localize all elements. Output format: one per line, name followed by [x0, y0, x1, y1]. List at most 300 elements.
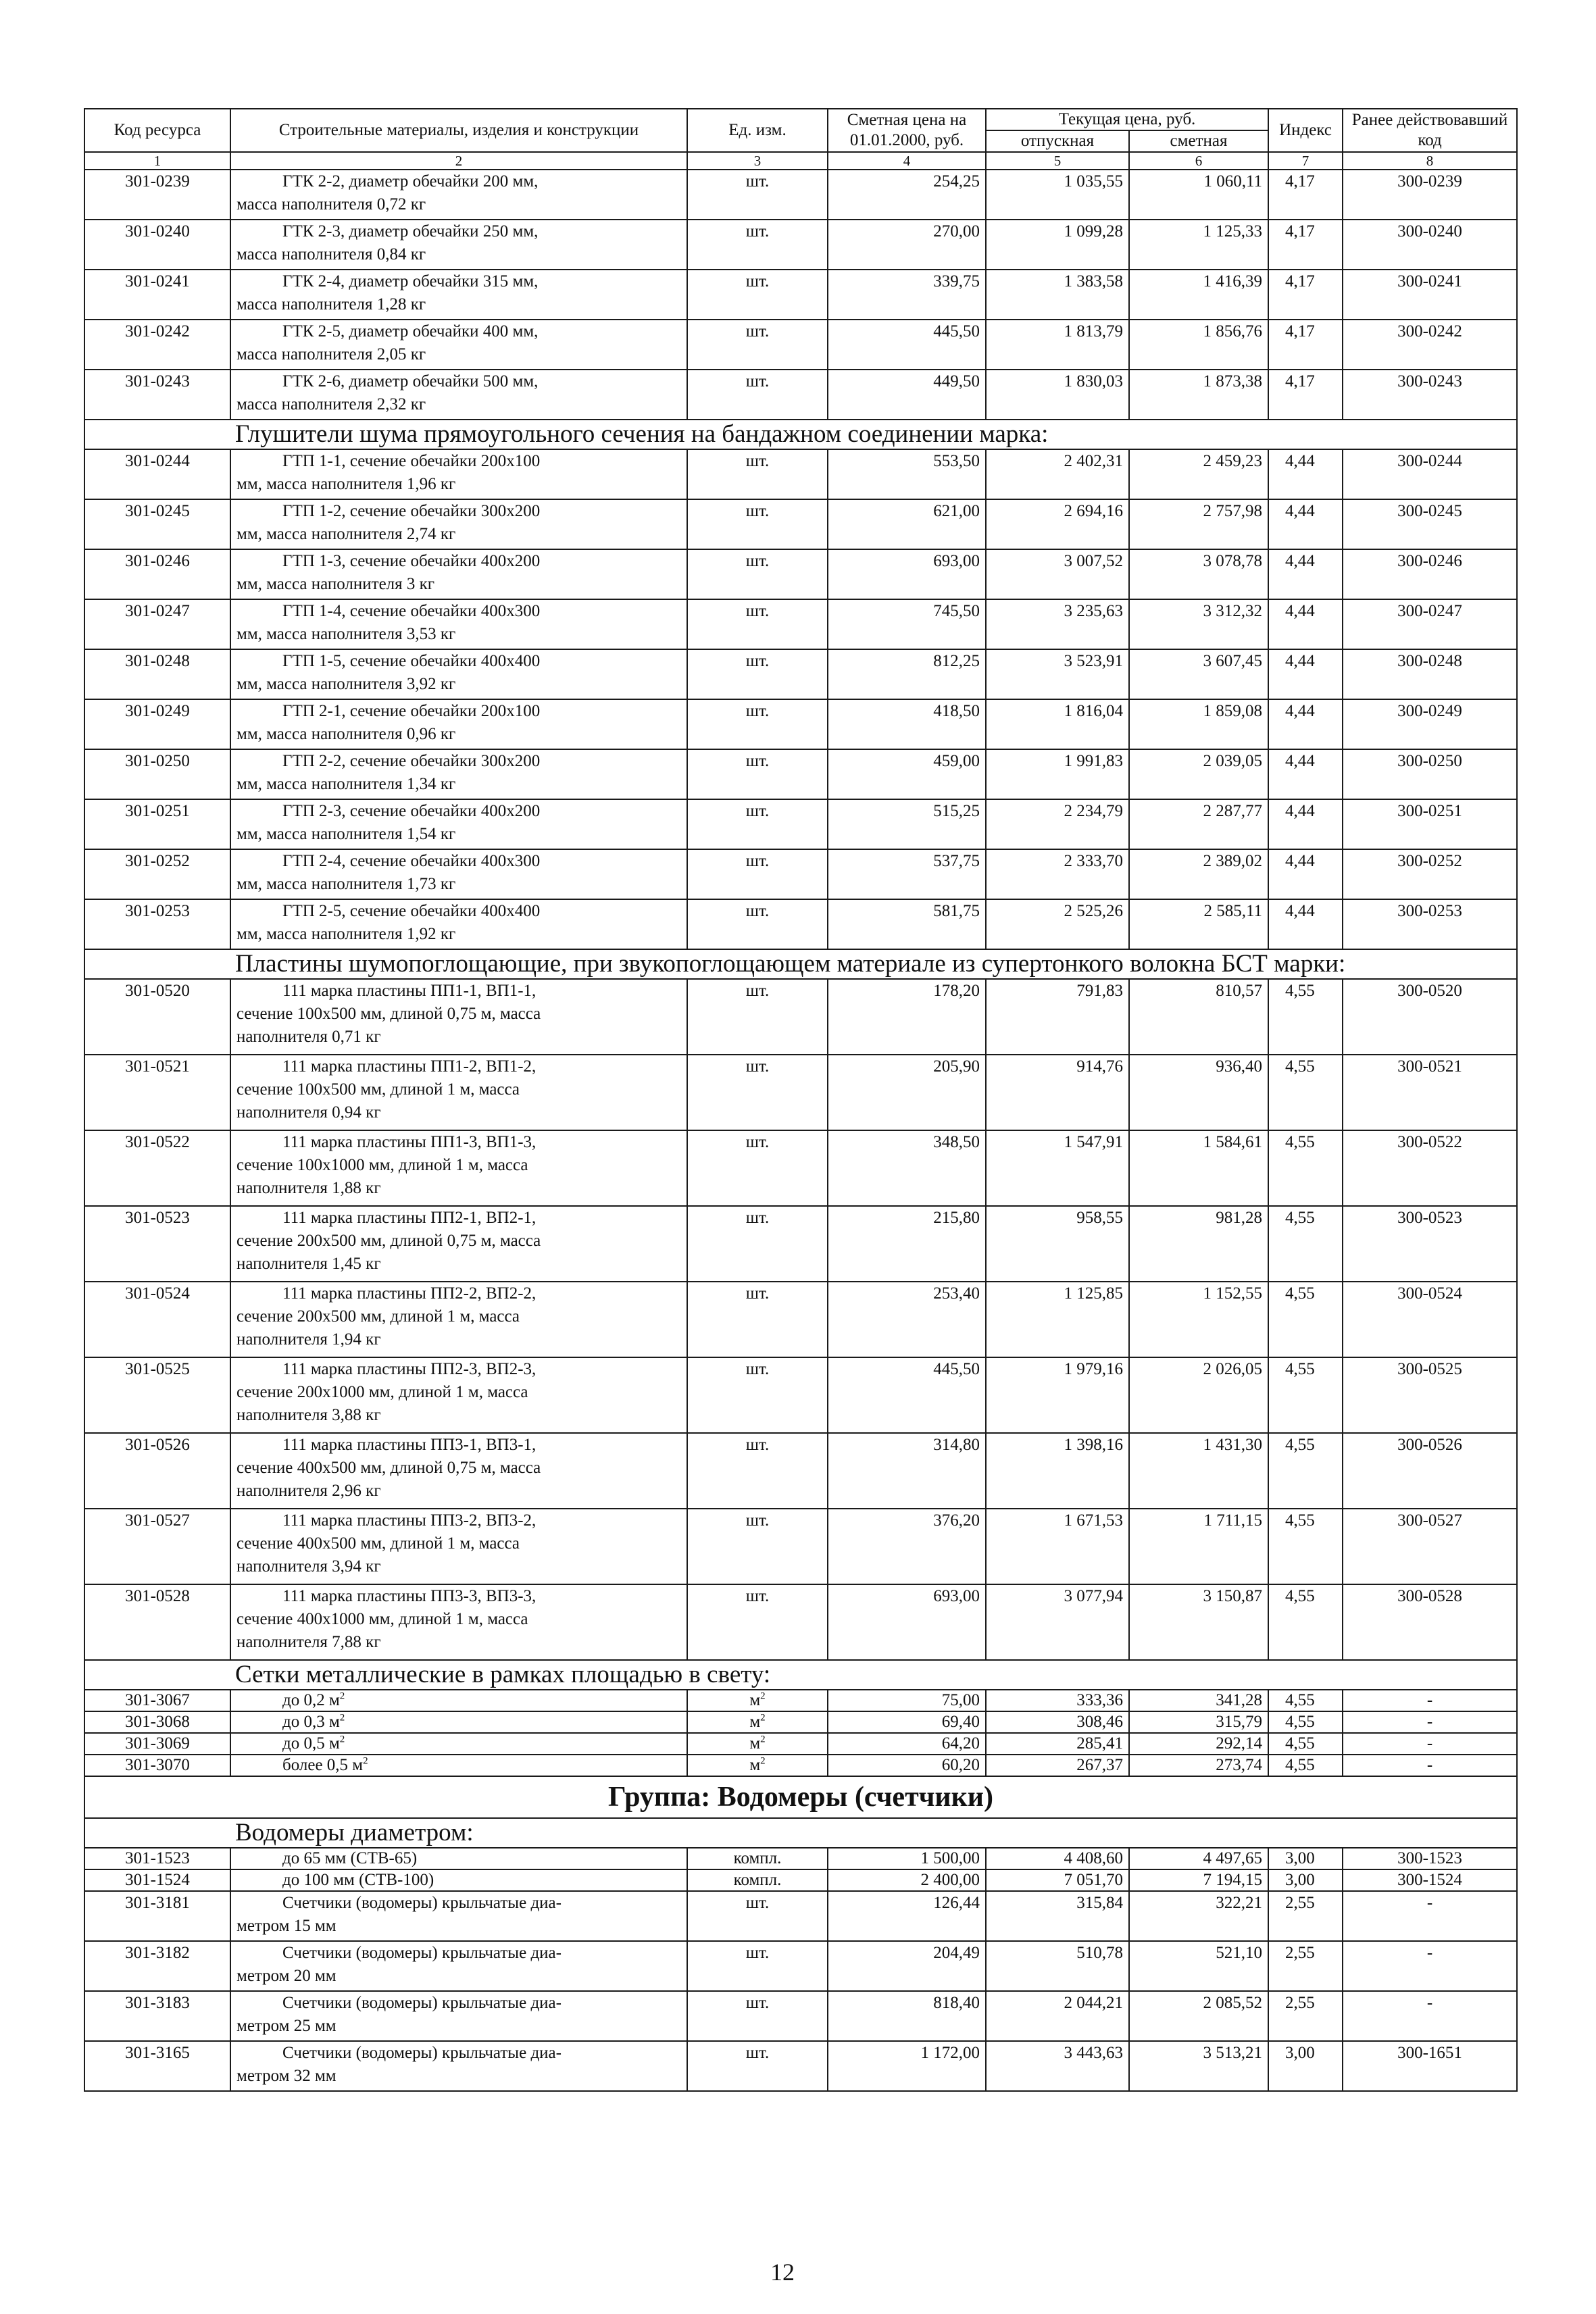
current-estimate-price: 3 513,21 — [1129, 2041, 1268, 2091]
header-unit: Ед. изм. — [687, 109, 828, 152]
estimate-price-2000: 178,20 — [828, 979, 986, 1055]
material-name-text: ГТП 1-4, сечение обечайки 400x300 — [282, 602, 541, 620]
unit — [687, 1055, 828, 1130]
unit — [687, 899, 828, 949]
section-heading: Глушители шума прямоугольного сечения на бандажном соединении марка: — [84, 420, 1517, 449]
table-row — [84, 320, 1517, 370]
price-index: 4,55 — [1268, 1584, 1343, 1660]
previous-code: 300-0249 — [1343, 699, 1517, 749]
resource-code: 301-0252 — [84, 849, 230, 899]
previous-code: 300-0523 — [1343, 1206, 1517, 1282]
previous-code: - — [1343, 1755, 1517, 1776]
material-name-line: масса наполнителя 2,05 кг — [236, 345, 426, 363]
material-name — [230, 270, 687, 320]
current-release-price: 3 235,63 — [986, 599, 1129, 649]
current-estimate-price: 322,21 — [1129, 1891, 1268, 1941]
material-name-line: наполнителя 1,45 кг — [236, 1255, 381, 1273]
unit — [687, 270, 828, 320]
material-name-text: ГТП 1-3, сечение обечайки 400x200 — [282, 552, 541, 570]
previous-code: 300-0244 — [1343, 449, 1517, 499]
unit-text: шт. — [745, 1133, 770, 1151]
material-name-line — [236, 1870, 681, 1890]
material-name-line — [236, 600, 681, 623]
section-heading: Пластины шумопоглощающие, при звукопоглощающем материале из супертонкого волокна БСТ марки: — [84, 949, 1517, 979]
material-name-line — [236, 750, 681, 773]
material-name-text: до 0,5 м — [282, 1734, 340, 1753]
current-estimate-price: 2 026,05 — [1129, 1357, 1268, 1433]
resource-code: 301-3182 — [84, 1941, 230, 1991]
material-name-line — [236, 370, 681, 393]
material-name-text: 111 марка пластины ПП2-3, ВП2-3, — [282, 1360, 537, 1378]
estimate-price-2000: 215,80 — [828, 1206, 986, 1282]
estimate-price-2000: 64,20 — [828, 1733, 986, 1755]
table-row — [84, 1584, 1517, 1660]
material-name-line: мм, масса наполнителя 3,53 кг — [236, 625, 456, 643]
resource-code: 301-0242 — [84, 320, 230, 370]
previous-code: 300-1523 — [1343, 1848, 1517, 1869]
unit — [687, 1848, 828, 1869]
current-estimate-price: 1 859,08 — [1129, 699, 1268, 749]
resource-code: 301-0239 — [84, 170, 230, 220]
previous-code: 300-0525 — [1343, 1357, 1517, 1433]
material-name-text: более 0,5 м — [282, 1756, 364, 1774]
page-number: 12 — [770, 2259, 795, 2286]
estimate-price-2000: 270,00 — [828, 220, 986, 270]
unit-text: шт. — [745, 552, 770, 570]
unit — [687, 799, 828, 849]
estimate-price-2000: 1 500,00 — [828, 1848, 986, 1869]
resource-price-table — [84, 108, 1518, 2092]
material-name-line: сечение 400x500 мм, длиной 0,75 м, масса — [236, 1459, 541, 1477]
material-name-line: сечение 400x500 мм, длиной 1 м, масса — [236, 1534, 520, 1553]
unit-text: шт. — [745, 702, 770, 720]
current-release-price: 308,46 — [986, 1711, 1129, 1733]
unit — [687, 649, 828, 699]
unit-superscript: 2 — [760, 1734, 766, 1745]
unit — [687, 849, 828, 899]
current-release-price: 1 979,16 — [986, 1357, 1129, 1433]
table-row — [84, 370, 1517, 420]
table-row — [84, 1991, 1517, 2041]
current-release-price: 285,41 — [986, 1733, 1129, 1755]
material-name-line — [236, 1131, 681, 1154]
current-estimate-price: 7 194,15 — [1129, 1869, 1268, 1891]
material-name-line: сечение 400x1000 мм, длиной 1 м, масса — [236, 1610, 528, 1628]
material-name-text: ГТП 2-3, сечение обечайки 400x200 — [282, 802, 541, 820]
material-name-line: метром 20 мм — [236, 1967, 336, 1985]
previous-code: 300-0250 — [1343, 749, 1517, 799]
unit — [687, 1282, 828, 1357]
price-index: 4,44 — [1268, 549, 1343, 599]
col-number: 2 — [230, 152, 687, 170]
current-release-price: 1 671,53 — [986, 1509, 1129, 1584]
previous-code: 300-0240 — [1343, 220, 1517, 270]
price-index: 3,00 — [1268, 1869, 1343, 1891]
resource-code: 301-3181 — [84, 1891, 230, 1941]
resource-code: 301-1523 — [84, 1848, 230, 1869]
current-estimate-price: 4 497,65 — [1129, 1848, 1268, 1869]
current-release-price: 1 383,58 — [986, 270, 1129, 320]
price-index: 2,55 — [1268, 1991, 1343, 2041]
material-name-line — [236, 1358, 681, 1381]
estimate-price-2000: 459,00 — [828, 749, 986, 799]
material-name-line: наполнителя 3,94 кг — [236, 1557, 381, 1576]
material-name — [230, 1733, 687, 1755]
material-name-line: метром 15 мм — [236, 1917, 336, 1935]
price-index: 3,00 — [1268, 1848, 1343, 1869]
current-estimate-price: 3 078,78 — [1129, 549, 1268, 599]
table-row — [84, 849, 1517, 899]
table-row — [84, 220, 1517, 270]
resource-code: 301-0524 — [84, 1282, 230, 1357]
current-estimate-price: 2 585,11 — [1129, 899, 1268, 949]
table-row — [84, 1690, 1517, 1711]
material-name-line: масса наполнителя 2,32 кг — [236, 395, 426, 413]
unit — [687, 1433, 828, 1509]
material-name — [230, 1357, 687, 1433]
resource-code: 301-0240 — [84, 220, 230, 270]
unit-text: шт. — [745, 602, 770, 620]
estimate-price-2000: 254,25 — [828, 170, 986, 220]
section-heading: Сетки металлические в рамках площадью в свету: — [84, 1660, 1517, 1690]
resource-code: 301-0246 — [84, 549, 230, 599]
material-name-line: сечение 200x500 мм, длиной 0,75 м, масса — [236, 1232, 541, 1250]
current-release-price: 7 051,70 — [986, 1869, 1129, 1891]
material-name-line: сечение 100x1000 мм, длиной 1 м, масса — [236, 1156, 528, 1174]
unit — [687, 549, 828, 599]
unit-text: шт. — [745, 1284, 770, 1303]
current-estimate-price: 2 389,02 — [1129, 849, 1268, 899]
current-release-price: 2 044,21 — [986, 1991, 1129, 2041]
resource-code: 301-0247 — [84, 599, 230, 649]
table-row — [84, 170, 1517, 220]
resource-code: 301-0253 — [84, 899, 230, 949]
material-name-line: наполнителя 0,94 кг — [236, 1103, 381, 1122]
table-row — [84, 270, 1517, 320]
header-est-price: Сметная цена на 01.01.2000, руб. — [828, 109, 986, 152]
material-name — [230, 1690, 687, 1711]
material-name-text: ГТП 2-5, сечение обечайки 400x400 — [282, 902, 541, 920]
current-estimate-price: 1 431,30 — [1129, 1433, 1268, 1509]
unit — [687, 370, 828, 420]
material-name-text: 111 марка пластины ПП1-3, ВП1-3, — [282, 1133, 537, 1151]
area-superscript: 2 — [363, 1755, 368, 1767]
unit — [687, 1357, 828, 1433]
current-estimate-price: 1 416,39 — [1129, 270, 1268, 320]
current-estimate-price: 3 607,45 — [1129, 649, 1268, 699]
material-name-line: мм, масса наполнителя 3,92 кг — [236, 675, 456, 693]
price-index: 4,55 — [1268, 979, 1343, 1055]
material-name — [230, 699, 687, 749]
material-name-text: ГТК 2-4, диаметр обечайки 315 мм, — [282, 272, 539, 291]
material-name-text: Счетчики (водомеры) крыльчатые диа- — [282, 2044, 562, 2062]
material-name-line: масса наполнителя 0,84 кг — [236, 245, 426, 263]
section-heading: Водомеры диаметром: — [84, 1818, 1517, 1848]
unit — [687, 449, 828, 499]
material-name-line — [236, 1434, 681, 1457]
previous-code: 300-0247 — [1343, 599, 1517, 649]
estimate-price-2000: 449,50 — [828, 370, 986, 420]
material-name-line — [236, 170, 681, 193]
header-name: Строительные материалы, изделия и конструкции — [230, 109, 687, 152]
current-release-price: 1 125,85 — [986, 1282, 1129, 1357]
unit-text: шт. — [745, 802, 770, 820]
estimate-price-2000: 60,20 — [828, 1755, 986, 1776]
material-name-line: мм, масса наполнителя 3 кг — [236, 575, 435, 593]
material-name-line — [236, 500, 681, 523]
material-name-line — [236, 980, 681, 1003]
current-release-price: 1 398,16 — [986, 1433, 1129, 1509]
material-name-text: 111 марка пластины ПП3-2, ВП3-2, — [282, 1511, 537, 1530]
material-name — [230, 599, 687, 649]
unit-text: шт. — [745, 272, 770, 291]
material-name-line: сечение 200x1000 мм, длиной 1 м, масса — [236, 1383, 528, 1401]
resource-code: 301-0528 — [84, 1584, 230, 1660]
material-name — [230, 899, 687, 949]
unit — [687, 320, 828, 370]
material-name-line — [236, 800, 681, 823]
material-name — [230, 320, 687, 370]
price-index: 2,55 — [1268, 1891, 1343, 1941]
current-release-price: 1 813,79 — [986, 320, 1129, 370]
unit-text: шт. — [745, 502, 770, 520]
unit-text: м — [749, 1691, 761, 1709]
col-number: 4 — [828, 152, 986, 170]
current-release-price: 315,84 — [986, 1891, 1129, 1941]
current-estimate-price: 292,14 — [1129, 1733, 1268, 1755]
current-release-price: 2 234,79 — [986, 799, 1129, 849]
material-name-line: мм, масса наполнителя 2,74 кг — [236, 525, 456, 543]
unit-text: шт. — [745, 1894, 770, 1912]
unit-text: шт. — [745, 1994, 770, 2012]
resource-code: 301-0244 — [84, 449, 230, 499]
current-release-price: 914,76 — [986, 1055, 1129, 1130]
previous-code: 300-0251 — [1343, 799, 1517, 849]
unit-text: м — [749, 1734, 761, 1753]
table-row — [84, 1848, 1517, 1869]
material-name-line: мм, масса наполнителя 1,92 кг — [236, 925, 456, 943]
estimate-price-2000: 204,49 — [828, 1941, 986, 1991]
col-number: 3 — [687, 152, 828, 170]
material-name-line — [236, 1509, 681, 1532]
current-estimate-price: 2 085,52 — [1129, 1991, 1268, 2041]
unit — [687, 699, 828, 749]
resource-code: 301-3069 — [84, 1733, 230, 1755]
material-name — [230, 849, 687, 899]
unit-text: шт. — [745, 452, 770, 470]
price-index: 4,55 — [1268, 1282, 1343, 1357]
unit — [687, 1991, 828, 2041]
estimate-price-2000: 693,00 — [828, 549, 986, 599]
current-estimate-price: 981,28 — [1129, 1206, 1268, 1282]
unit-text: компл. — [733, 1871, 782, 1889]
estimate-price-2000: 537,75 — [828, 849, 986, 899]
material-name-text: 111 марка пластины ПП1-2, ВП1-2, — [282, 1057, 537, 1076]
header-current-price: Текущая цена, руб. — [986, 109, 1268, 130]
price-index: 4,55 — [1268, 1733, 1343, 1755]
current-release-price: 267,37 — [986, 1755, 1129, 1776]
price-index: 4,44 — [1268, 749, 1343, 799]
material-name-line: сечение 100x500 мм, длиной 0,75 м, масса — [236, 1005, 541, 1023]
price-index: 4,55 — [1268, 1690, 1343, 1711]
previous-code: 300-0252 — [1343, 849, 1517, 899]
section-heading-row — [84, 420, 1517, 449]
table-row — [84, 449, 1517, 499]
material-name-text: Счетчики (водомеры) крыльчатые диа- — [282, 1894, 562, 1912]
previous-code: 300-0248 — [1343, 649, 1517, 699]
material-name-text: 111 марка пластины ПП3-3, ВП3-3, — [282, 1587, 537, 1605]
estimate-price-2000: 581,75 — [828, 899, 986, 949]
table-row — [84, 1891, 1517, 1941]
current-release-price: 1 991,83 — [986, 749, 1129, 799]
header-index: Индекс — [1268, 109, 1343, 152]
material-name — [230, 220, 687, 270]
material-name-text: ГТП 1-5, сечение обечайки 400x400 — [282, 652, 541, 670]
unit-text: шт. — [745, 902, 770, 920]
material-name-line — [236, 1282, 681, 1305]
unit-text: шт. — [745, 2044, 770, 2062]
current-estimate-price: 1 060,11 — [1129, 170, 1268, 220]
current-release-price: 2 333,70 — [986, 849, 1129, 899]
material-name — [230, 2041, 687, 2091]
material-name-text: до 65 мм (СТВ-65) — [282, 1849, 418, 1867]
table-row — [84, 1055, 1517, 1130]
resource-code: 301-0249 — [84, 699, 230, 749]
column-number-row — [84, 152, 1517, 170]
material-name-line — [236, 1848, 681, 1869]
previous-code: 300-0521 — [1343, 1055, 1517, 1130]
material-name — [230, 1433, 687, 1509]
resource-code: 301-0248 — [84, 649, 230, 699]
table-body — [84, 170, 1517, 2091]
unit-text: шт. — [745, 1057, 770, 1076]
estimate-price-2000: 621,00 — [828, 499, 986, 549]
material-name-line — [236, 320, 681, 343]
table-row — [84, 1433, 1517, 1509]
unit-text: шт. — [745, 1360, 770, 1378]
price-index: 4,44 — [1268, 449, 1343, 499]
current-estimate-price: 3 150,87 — [1129, 1584, 1268, 1660]
material-name-line — [236, 900, 681, 923]
material-name-line — [236, 1207, 681, 1230]
unit-text: шт. — [745, 852, 770, 870]
price-table-sheet — [84, 108, 1516, 2092]
material-name-line: наполнителя 0,71 кг — [236, 1028, 381, 1046]
previous-code: 300-0526 — [1343, 1433, 1517, 1509]
table-row — [84, 1282, 1517, 1357]
price-index: 4,55 — [1268, 1130, 1343, 1206]
price-index: 4,55 — [1268, 1711, 1343, 1733]
estimate-price-2000: 2 400,00 — [828, 1869, 986, 1891]
previous-code: - — [1343, 1941, 1517, 1991]
current-estimate-price: 810,57 — [1129, 979, 1268, 1055]
material-name-line — [236, 1585, 681, 1608]
estimate-price-2000: 515,25 — [828, 799, 986, 849]
current-release-price: 791,83 — [986, 979, 1129, 1055]
material-name-text: ГТП 2-2, сечение обечайки 300x200 — [282, 752, 541, 770]
previous-code: 300-0528 — [1343, 1584, 1517, 1660]
table-row — [84, 979, 1517, 1055]
material-name — [230, 1282, 687, 1357]
header-prev-code: Ранее действовавший код — [1343, 109, 1517, 152]
current-estimate-price: 1 152,55 — [1129, 1282, 1268, 1357]
material-name-text: ГТП 2-1, сечение обечайки 200x100 — [282, 702, 541, 720]
price-index: 4,17 — [1268, 220, 1343, 270]
unit — [687, 1733, 828, 1755]
unit-superscript: 2 — [760, 1755, 766, 1767]
material-name-line — [236, 1690, 681, 1711]
material-name — [230, 1509, 687, 1584]
price-index: 4,17 — [1268, 320, 1343, 370]
table-row — [84, 1755, 1517, 1776]
current-release-price: 1 547,91 — [986, 1130, 1129, 1206]
material-name-line — [236, 700, 681, 723]
previous-code: 300-0241 — [1343, 270, 1517, 320]
material-name-line — [236, 2042, 681, 2065]
price-index: 4,17 — [1268, 270, 1343, 320]
price-index: 4,55 — [1268, 1055, 1343, 1130]
price-index: 4,55 — [1268, 1357, 1343, 1433]
material-name-line — [236, 270, 681, 293]
previous-code: 300-0242 — [1343, 320, 1517, 370]
material-name-line: метром 25 мм — [236, 2017, 336, 2035]
current-estimate-price: 2 757,98 — [1129, 499, 1268, 549]
previous-code: 300-1651 — [1343, 2041, 1517, 2091]
material-name — [230, 1755, 687, 1776]
current-estimate-price: 1 584,61 — [1129, 1130, 1268, 1206]
table-row — [84, 1130, 1517, 1206]
material-name-line — [236, 1734, 681, 1754]
material-name-line: метром 32 мм — [236, 2067, 336, 2085]
material-name — [230, 1891, 687, 1941]
group-heading: Группа: Водомеры (счетчики) — [84, 1776, 1517, 1818]
material-name-text: до 0,3 м — [282, 1713, 340, 1731]
material-name-line: сечение 200x500 мм, длиной 1 м, масса — [236, 1307, 520, 1326]
estimate-price-2000: 69,40 — [828, 1711, 986, 1733]
material-name-text: Счетчики (водомеры) крыльчатые диа- — [282, 1944, 562, 1962]
previous-code: 300-1524 — [1343, 1869, 1517, 1891]
material-name — [230, 979, 687, 1055]
unit — [687, 1869, 828, 1891]
estimate-price-2000: 445,50 — [828, 1357, 986, 1433]
current-estimate-price: 273,74 — [1129, 1755, 1268, 1776]
material-name-text: ГТП 1-1, сечение обечайки 200x100 — [282, 452, 541, 470]
previous-code: 300-0524 — [1343, 1282, 1517, 1357]
current-release-price: 958,55 — [986, 1206, 1129, 1282]
header-release: отпускная — [986, 130, 1129, 152]
material-name — [230, 1711, 687, 1733]
current-release-price: 3 523,91 — [986, 649, 1129, 699]
resource-code: 301-0525 — [84, 1357, 230, 1433]
current-estimate-price: 2 459,23 — [1129, 449, 1268, 499]
material-name-line — [236, 1755, 681, 1776]
resource-code: 301-0250 — [84, 749, 230, 799]
unit — [687, 1690, 828, 1711]
previous-code: 300-0253 — [1343, 899, 1517, 949]
estimate-price-2000: 376,20 — [828, 1509, 986, 1584]
material-name-text: до 100 мм (СТВ-100) — [282, 1871, 434, 1889]
table-row — [84, 1733, 1517, 1755]
resource-code: 301-0527 — [84, 1509, 230, 1584]
material-name-line — [236, 1712, 681, 1732]
table-row — [84, 799, 1517, 849]
material-name — [230, 799, 687, 849]
group-heading-row — [84, 1776, 1517, 1818]
current-release-price: 3 077,94 — [986, 1584, 1129, 1660]
unit-text: шт. — [745, 1511, 770, 1530]
material-name — [230, 1584, 687, 1660]
material-name-line: наполнителя 7,88 кг — [236, 1633, 381, 1651]
